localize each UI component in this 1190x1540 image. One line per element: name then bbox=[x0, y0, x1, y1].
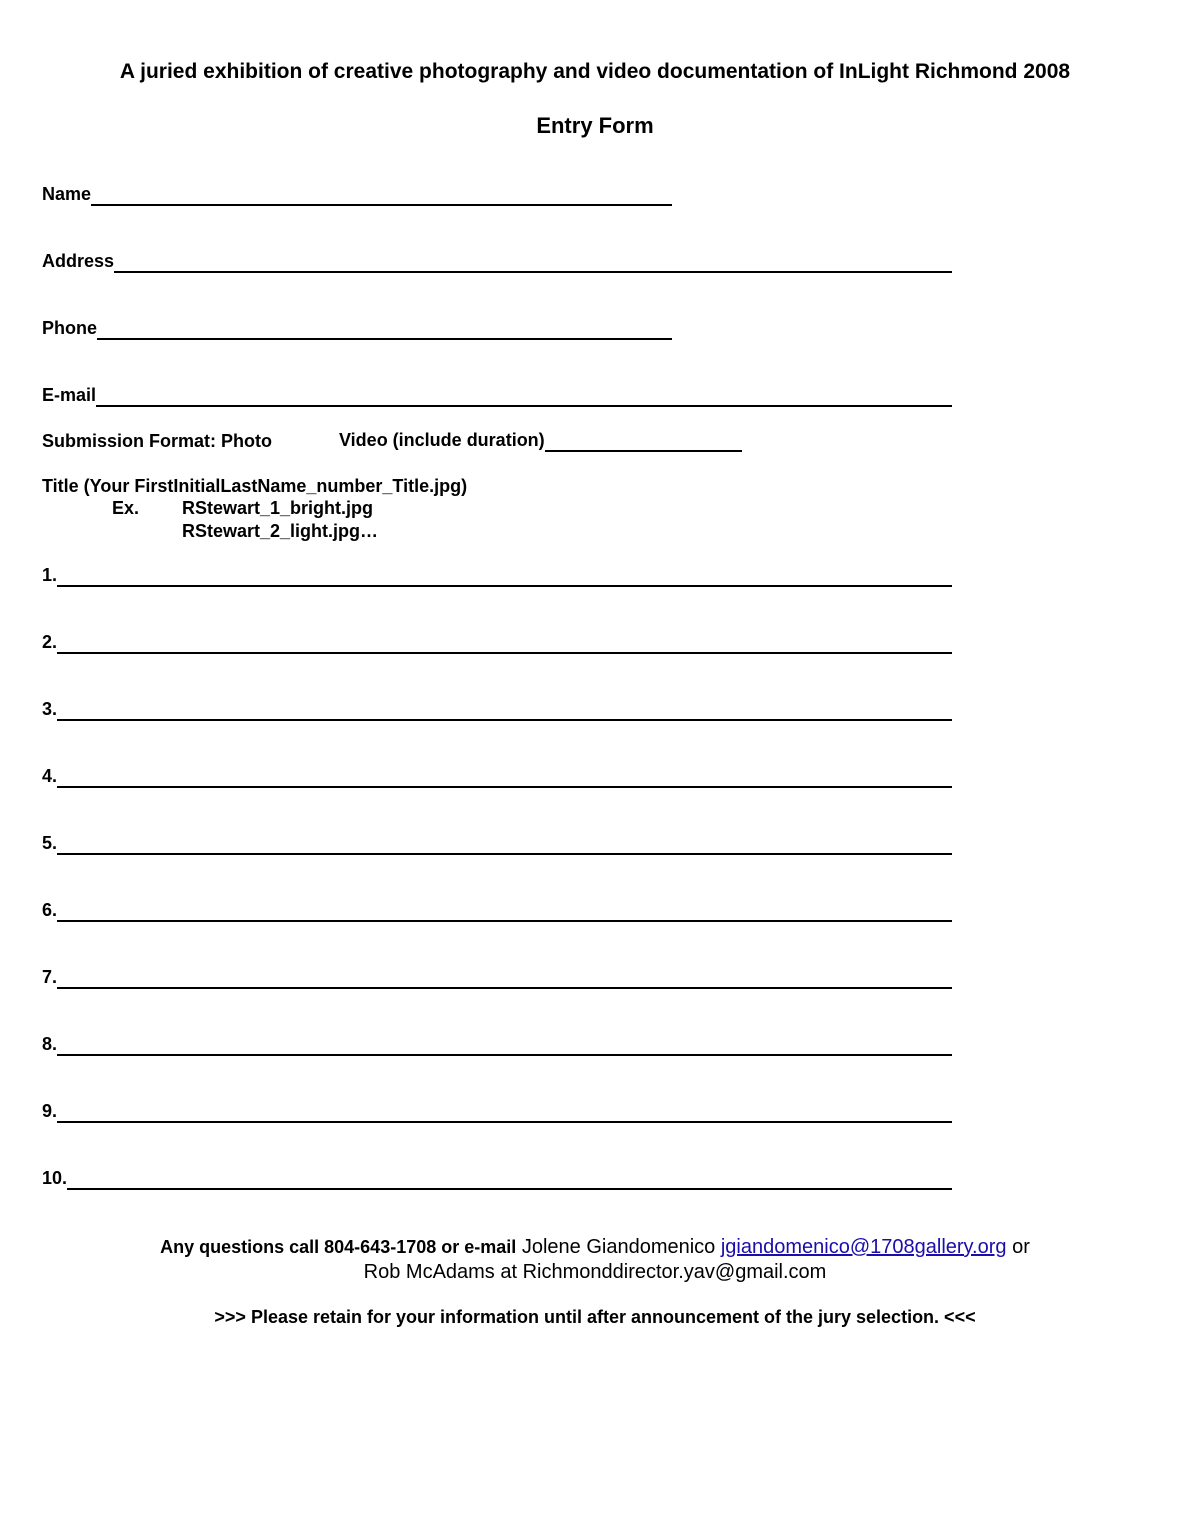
name-field-row bbox=[42, 184, 672, 206]
entry-row bbox=[42, 1034, 952, 1056]
entry-field[interactable] bbox=[57, 766, 952, 788]
retain-note: >>> Please retain for your information until after announcement of the jury selection. <<< bbox=[214, 1307, 976, 1327]
contact-line-1 bbox=[0, 1236, 1190, 1259]
entry-field[interactable] bbox=[57, 565, 952, 587]
phone-field-row bbox=[42, 318, 672, 340]
name-label: Name bbox=[42, 184, 92, 204]
entry-field[interactable] bbox=[57, 967, 952, 989]
entry-row bbox=[42, 833, 952, 855]
address-label: Address bbox=[42, 251, 115, 271]
entry-field[interactable] bbox=[57, 1101, 952, 1123]
entry-number: 3. bbox=[42, 699, 58, 719]
entry-row bbox=[42, 632, 952, 654]
entry-number: 10. bbox=[42, 1168, 68, 1188]
entry-number: 2. bbox=[42, 632, 58, 652]
entry-field[interactable] bbox=[57, 632, 952, 654]
video-duration-row bbox=[339, 430, 742, 452]
entry-number: 1. bbox=[42, 565, 58, 585]
video-duration-label: Video (include duration) bbox=[339, 430, 545, 450]
example-filename-2: RStewart_2_light.jpg… bbox=[182, 521, 379, 541]
entry-row bbox=[42, 699, 952, 721]
entry-row bbox=[42, 766, 952, 788]
title-instruction: Title (Your FirstInitialLastName_number_Title.jpg) bbox=[42, 476, 468, 496]
entry-number: 7. bbox=[42, 967, 58, 987]
entry-number: 5. bbox=[42, 833, 58, 853]
entry-field[interactable] bbox=[57, 1034, 952, 1056]
phone-field[interactable] bbox=[97, 318, 672, 340]
entry-field[interactable] bbox=[57, 833, 952, 855]
entry-number: 6. bbox=[42, 900, 58, 920]
example-filename-1: RStewart_1_bright.jpg bbox=[182, 498, 374, 518]
or-text: or bbox=[1006, 1236, 1030, 1258]
entry-field[interactable] bbox=[67, 1168, 952, 1190]
entry-field[interactable] bbox=[57, 900, 952, 922]
phone-label: Phone bbox=[42, 318, 98, 338]
entry-row bbox=[42, 565, 952, 587]
form-subheading: Entry Form bbox=[536, 113, 654, 138]
email-field-row bbox=[42, 385, 952, 407]
address-field-row bbox=[42, 251, 952, 273]
questions-prefix: Any questions call 804-643-1708 or e-mail bbox=[160, 1237, 517, 1257]
entry-field[interactable] bbox=[57, 699, 952, 721]
contact-2: Rob McAdams at Richmonddirector.yav@gmail.com bbox=[363, 1261, 827, 1283]
entry-number: 9. bbox=[42, 1101, 58, 1121]
example-label: Ex. bbox=[112, 498, 140, 518]
retain-note-line bbox=[0, 1307, 1190, 1328]
name-field[interactable] bbox=[91, 184, 672, 206]
contact-1-name: Jolene Giandomenico bbox=[516, 1236, 721, 1258]
contact-1-email-link[interactable]: jgiandomenico@1708gallery.org bbox=[720, 1236, 1007, 1258]
submission-format-label: Submission Format: Photo bbox=[42, 431, 273, 451]
email-label: E-mail bbox=[42, 385, 97, 405]
contact-line-2 bbox=[0, 1261, 1190, 1284]
entry-row bbox=[42, 900, 952, 922]
email-field[interactable] bbox=[96, 385, 952, 407]
video-duration-field[interactable] bbox=[545, 430, 742, 452]
entry-row bbox=[42, 1168, 952, 1190]
form-heading: A juried exhibition of creative photography and video documentation of InLight Richmond 2008 bbox=[119, 60, 1071, 83]
address-field[interactable] bbox=[114, 251, 952, 273]
entry-number: 8. bbox=[42, 1034, 58, 1054]
entry-row bbox=[42, 967, 952, 989]
entry-number: 4. bbox=[42, 766, 58, 786]
entry-row bbox=[42, 1101, 952, 1123]
